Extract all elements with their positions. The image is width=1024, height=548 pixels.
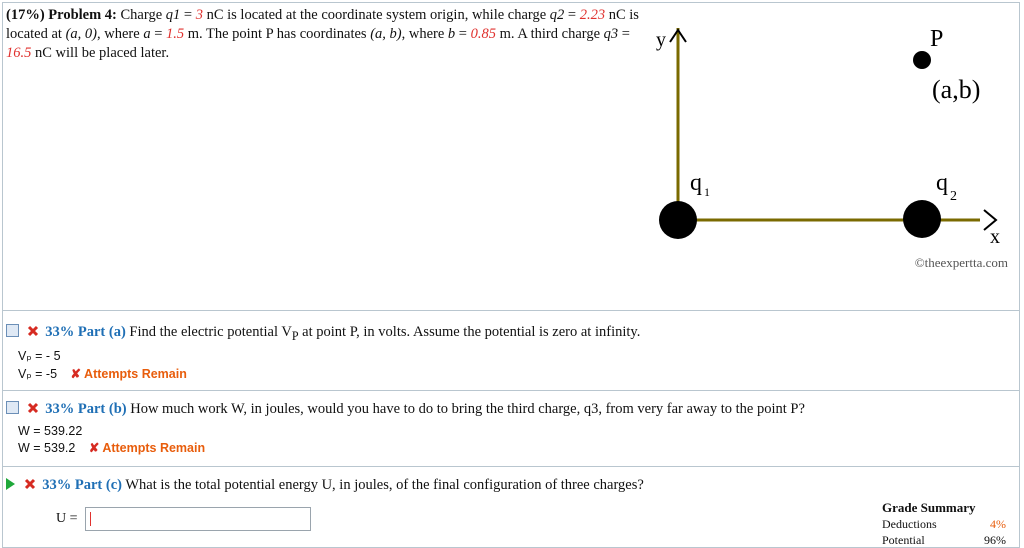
attempts-text: Attempts Remain bbox=[102, 441, 206, 455]
b-symbol: b bbox=[447, 26, 456, 42]
a-symbol: a bbox=[143, 26, 151, 42]
text-seg: m. A third charge bbox=[495, 26, 604, 42]
divider bbox=[2, 310, 1020, 311]
potential-label: Potential bbox=[882, 533, 925, 547]
x-axis-label: x bbox=[990, 226, 1000, 248]
text-seg: = bbox=[150, 26, 166, 42]
q2-value: 2.23 bbox=[579, 7, 606, 23]
text-seg: = bbox=[455, 26, 471, 42]
q1-charge bbox=[659, 201, 697, 239]
deductions-row bbox=[882, 516, 1006, 532]
part-b-history-1: W = 539.22 bbox=[18, 424, 83, 438]
text-seg: nC is located at the coordinate system origin, while charge bbox=[202, 7, 550, 23]
part-c-title: Part (c) bbox=[74, 477, 122, 493]
q2-label: q bbox=[936, 170, 948, 196]
part-c-question: What is the total potential energy U, in joules, of the final configuration of three charges? bbox=[125, 477, 644, 493]
copyright: ©theexpertta.com bbox=[914, 255, 1008, 270]
charge-diagram bbox=[600, 10, 1020, 285]
problem-statement bbox=[6, 6, 646, 63]
text-seg: , where bbox=[401, 26, 448, 42]
q1-symbol: q1 bbox=[165, 7, 181, 23]
point-p bbox=[913, 51, 931, 69]
text-seg: m. The point P has coordinates bbox=[184, 26, 371, 42]
grade-title: Grade Summary bbox=[882, 500, 976, 515]
part-b-percent: 33% bbox=[45, 401, 75, 417]
attempts-text: Attempts Remain bbox=[84, 367, 187, 381]
q2-subscript: 2 bbox=[950, 189, 957, 204]
q1-label: q bbox=[690, 170, 702, 196]
part-a-question-rest: at point P, in volts. Assume the potential is zero at infinity. bbox=[298, 324, 641, 340]
text-seg: = bbox=[564, 7, 580, 23]
part-c-percent: 33% bbox=[42, 477, 72, 493]
part-c-header[interactable] bbox=[6, 477, 644, 494]
expand-icon[interactable] bbox=[6, 478, 15, 490]
text-seg: , where bbox=[97, 26, 144, 42]
part-a-history-1: Vₚ = - 5 bbox=[18, 349, 61, 363]
error-badge-icon bbox=[27, 325, 39, 337]
problem-weight: (17%) bbox=[6, 7, 45, 23]
point-p-label: P bbox=[930, 26, 944, 52]
collapse-icon[interactable] bbox=[6, 324, 19, 337]
deductions-label: Deductions bbox=[882, 517, 937, 531]
text-caret bbox=[90, 512, 91, 526]
text-seg: nC is located at bbox=[6, 7, 639, 42]
answer-input[interactable] bbox=[85, 507, 311, 531]
potential-row bbox=[882, 532, 1006, 548]
problem-label: Problem 4: bbox=[48, 7, 117, 23]
attempts-remain: ✘ Attempts Remain bbox=[88, 441, 206, 455]
q2-charge bbox=[903, 200, 941, 238]
grade-summary bbox=[882, 500, 1006, 548]
q3-symbol: q3 bbox=[603, 26, 619, 42]
coord-text: (a, 0) bbox=[65, 26, 98, 42]
q3-value: 16.5 bbox=[6, 45, 32, 61]
text-seg: nC will be placed later. bbox=[31, 45, 170, 61]
point-p-coords: (a,b) bbox=[932, 75, 981, 104]
text-seg: = bbox=[180, 7, 196, 23]
part-b-history-2 bbox=[18, 440, 205, 455]
deductions-value: 4% bbox=[990, 517, 1006, 531]
part-b-question: How much work W, in joules, would you have to do to bring the third charge, q3, from very far away to the point P? bbox=[130, 401, 805, 417]
answer-text: W = 539.2 bbox=[18, 441, 76, 455]
q1-subscript: 1 bbox=[704, 185, 710, 199]
part-a-title: Part (a) bbox=[77, 324, 126, 340]
attempts-remain: ✘ Attempts Remain bbox=[70, 367, 187, 381]
text-seg: = bbox=[618, 26, 630, 42]
potential-value: 96% bbox=[984, 533, 1006, 547]
collapse-icon[interactable] bbox=[6, 401, 19, 414]
q1-value: 3 bbox=[195, 7, 203, 23]
answer-label: U = bbox=[56, 511, 78, 526]
part-a-header[interactable] bbox=[6, 324, 640, 344]
error-badge-icon bbox=[27, 402, 39, 414]
part-a-subscript: P bbox=[291, 328, 299, 343]
part-b-title: Part (b) bbox=[77, 401, 127, 417]
text-seg: Charge bbox=[116, 7, 166, 23]
divider bbox=[2, 466, 1020, 467]
part-a-percent: 33% bbox=[45, 324, 75, 340]
a-value: 1.5 bbox=[166, 26, 185, 42]
y-axis-label: y bbox=[656, 29, 666, 51]
part-b-header[interactable] bbox=[6, 401, 805, 418]
coord-text: (a, b) bbox=[370, 26, 402, 42]
q2-symbol: q2 bbox=[549, 7, 565, 23]
part-a-history-2 bbox=[18, 366, 187, 381]
error-badge-icon bbox=[24, 478, 36, 490]
b-value: 0.85 bbox=[470, 26, 496, 42]
divider bbox=[2, 390, 1020, 391]
part-a-question: Find the electric potential V bbox=[129, 324, 292, 340]
answer-text: Vₚ = -5 bbox=[18, 367, 58, 381]
